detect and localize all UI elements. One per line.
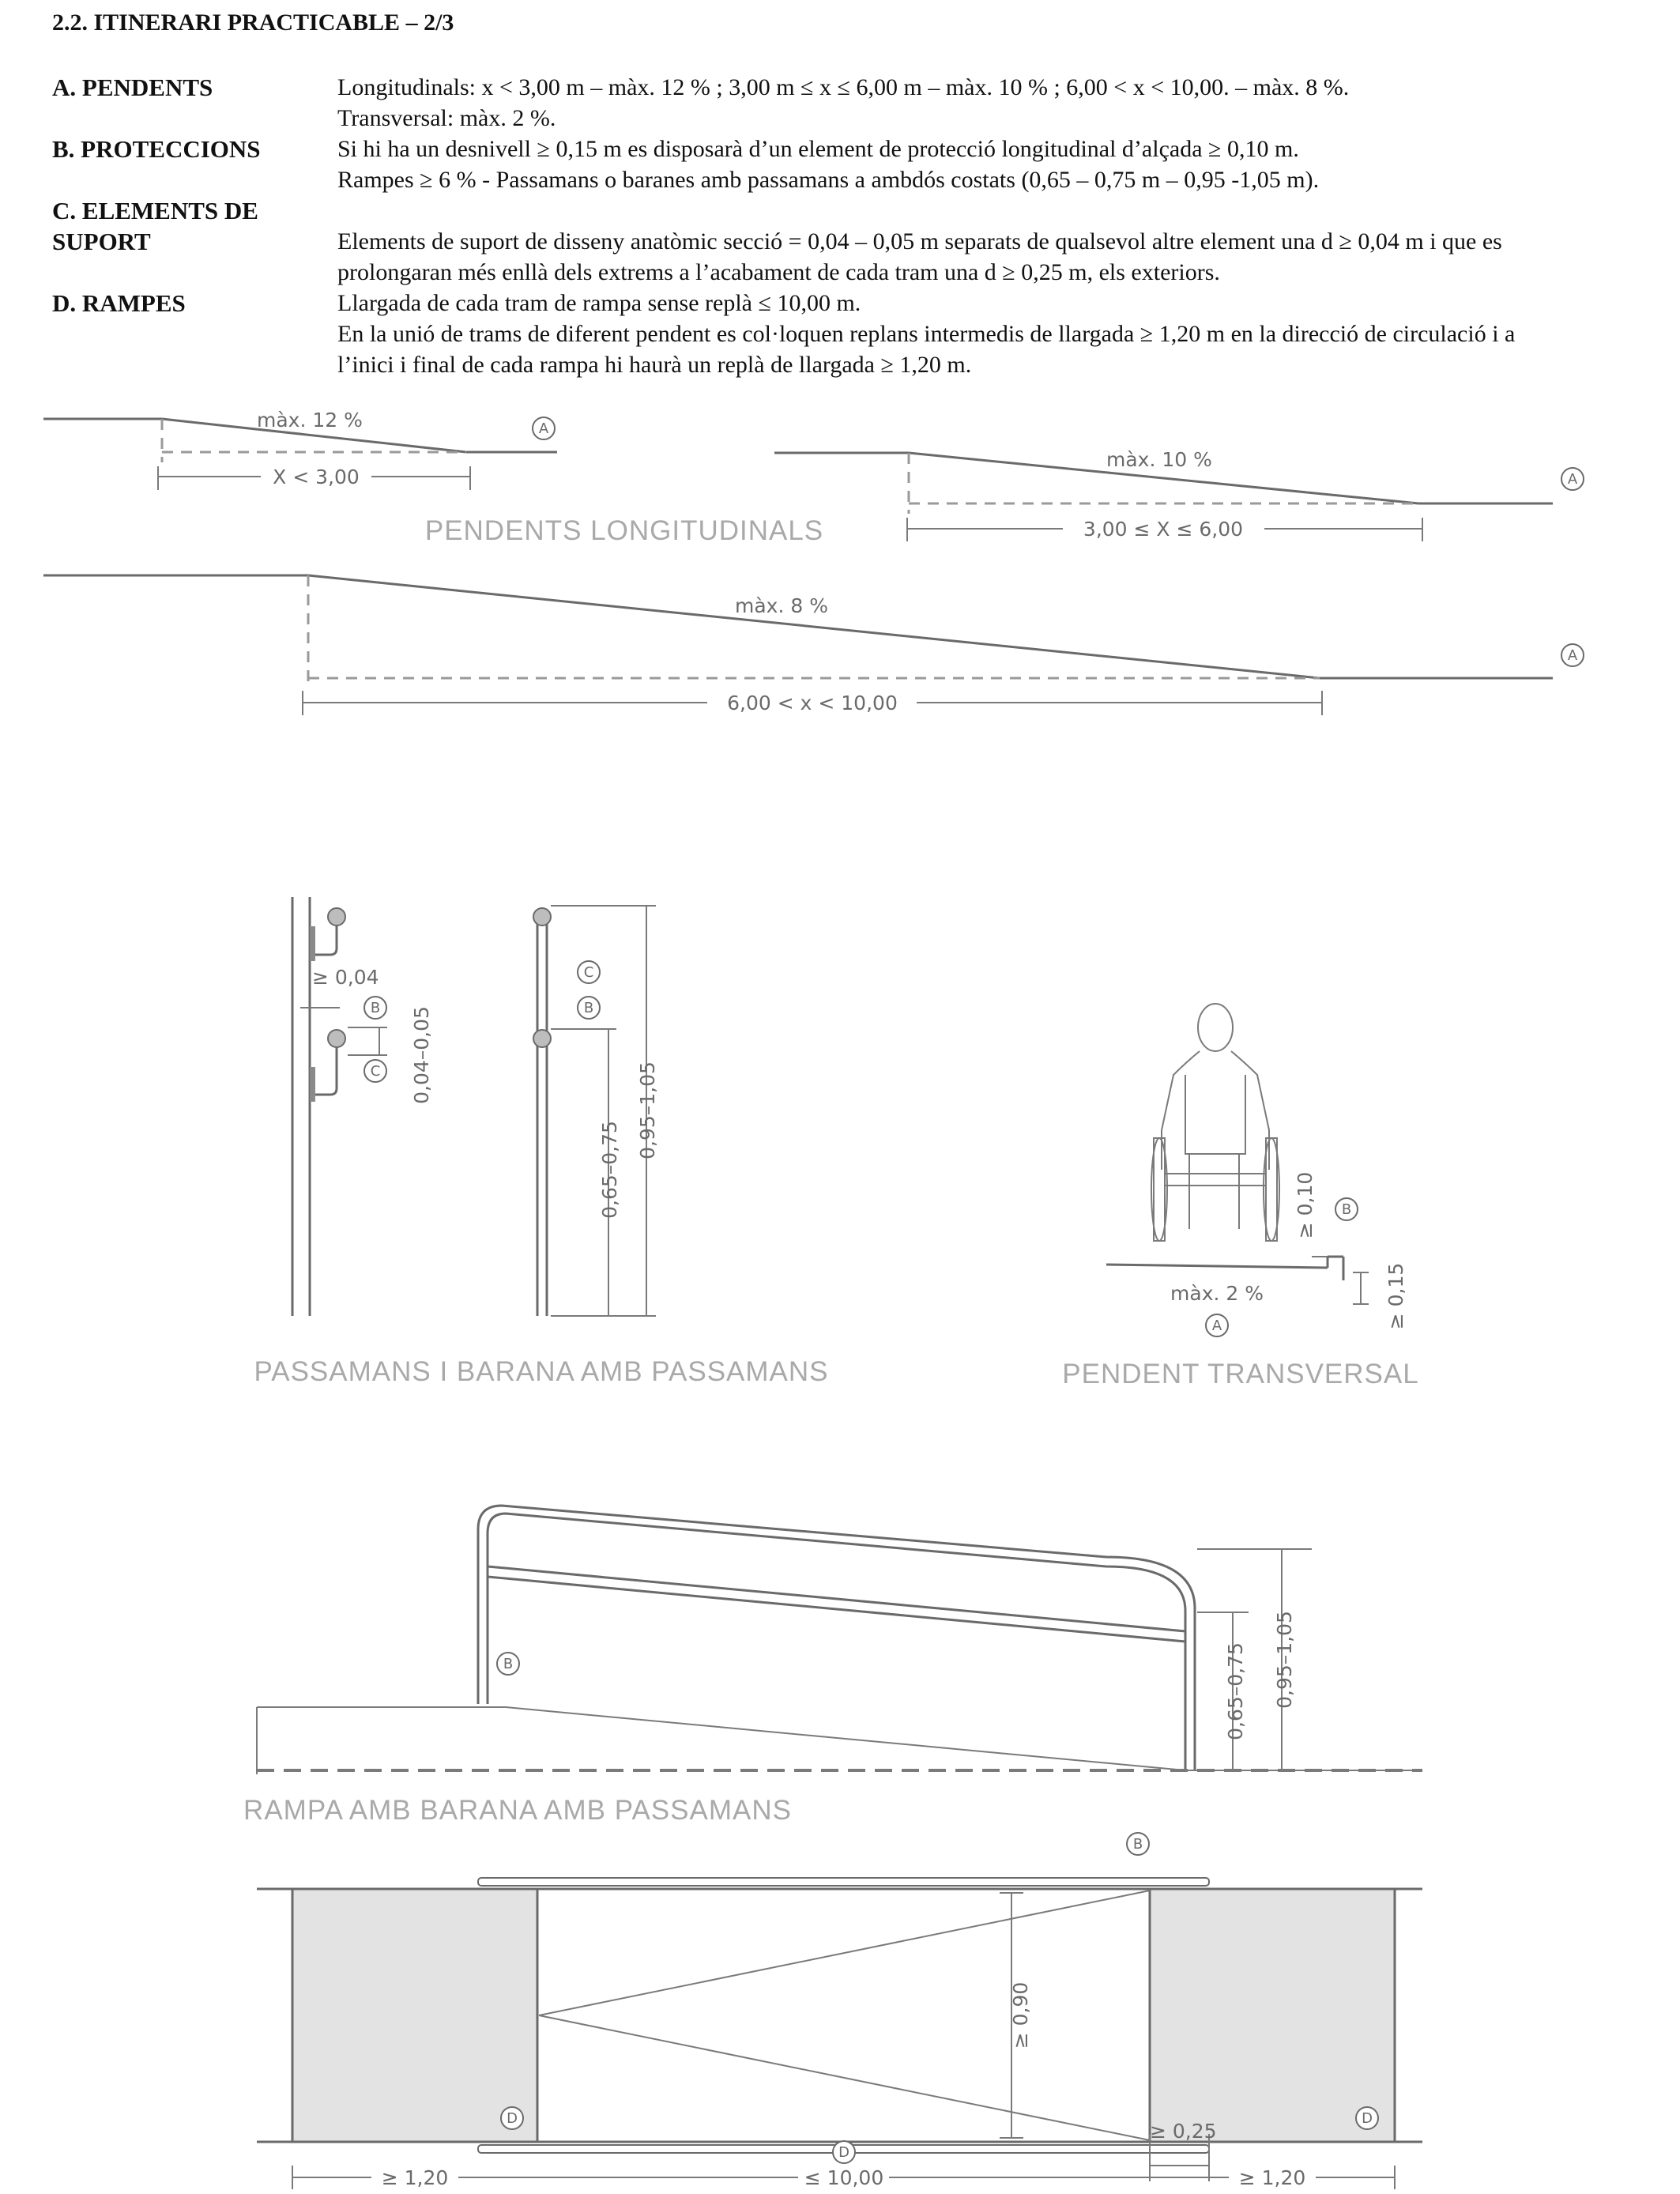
spec-line: l’inici i final de cada rampa hi haurà un replà de llargada ≥ 1,20 m. [337,352,972,378]
dimension-label: 0,95–1,05 [636,1061,659,1159]
caption-rampa: RAMPA AMB BARANA AMB PASSAMANS [243,1795,792,1826]
mark-b: B [1341,1201,1352,1218]
spec-label-rampes: D. RAMPES [52,289,186,317]
handrail-section [533,1030,551,1047]
mark-c: C [583,964,594,981]
dimension-label: 0,65–0,75 [598,1121,621,1219]
dimension-label: ≥ 1,20 [1238,2166,1306,2189]
spec-line: Elements de suport de disseny anatòmic secció = 0,04 – 0,05 m separats de qualsevol altre element una d ≥ 0,04 m i que es [337,228,1502,254]
mark-a: A [1567,647,1578,664]
mark-a: A [1567,471,1578,488]
page-title: 2.2. ITINERARI PRACTICABLE – 2/3 [52,9,454,36]
landing-right [1150,1889,1395,2142]
handrail-section [328,1030,345,1047]
handrails-drawing [254,897,828,1387]
wheelchair-user-icon [1151,1004,1279,1241]
mark-b: B [1132,1836,1143,1853]
ramp-with-railing-drawing [243,1506,1422,2189]
dimension-label: ≥ 0,25 [1150,2120,1217,2143]
mark-d: D [838,2144,849,2161]
spec-line: Llargada de cada tram de rampa sense replà ≤ 10,00 m. [337,290,861,316]
dimension-label: X < 3,00 [273,466,360,488]
dimension-label: ≥ 0,04 [312,966,379,989]
handrail-plan [478,1878,1209,1886]
mark-b: B [583,1000,594,1016]
spec-label-pendents: A. PENDENTS [52,74,213,101]
ramp-8-percent [43,575,1584,715]
slope-label: màx. 8 % [735,594,828,617]
longitudinal-slopes-drawing [43,409,1584,715]
caption-passamans: PASSAMANS I BARANA AMB PASSAMANS [254,1356,829,1387]
dimension-label: 6,00 < x < 10,00 [727,692,898,714]
mark-d: D [507,2110,518,2127]
spec-line: Si hi ha un desnivell ≥ 0,15 m es disposarà d’un element de protecció longitudinal d’alçada ≥ 0,10 m. [337,136,1299,162]
dimension-label: ≤ 10,00 [804,2166,884,2189]
handrail-section [328,908,345,925]
mark-c: C [370,1063,381,1080]
dimension-label: ≥ 0,10 [1294,1171,1317,1239]
transversal-slope-drawing [1062,1004,1418,1389]
mark-a: A [538,420,549,437]
bracket [310,1067,315,1102]
spec-line: Longitudinals: x < 3,00 m – màx. 12 % ; 3,00 m ≤ x ≤ 6,00 m – màx. 10 % ; 6,00 < x < 10,00. – màx. 8 %. [337,74,1350,100]
caption-pendent-transversal: PENDENT TRANSVERSAL [1062,1359,1419,1389]
slope-label: màx. 12 % [257,409,363,432]
handrail-section [533,908,551,925]
ramp-10-percent [774,448,1584,541]
spec-label-elements-de-suport: SUPORT [52,228,151,255]
mark-b: B [503,1656,514,1672]
slope-label: màx. 2 % [1170,1282,1264,1305]
spec-line: prolongaran més enllà dels extrems a l’acabament de cada tram una d ≥ 0,25 m, els exteriors. [337,259,1220,285]
mark-a: A [1211,1318,1222,1334]
spec-label-proteccions: B. PROTECCIONS [52,135,261,163]
dimension-label: ≥ 0,15 [1384,1262,1407,1330]
dimension-label: 3,00 ≤ X ≤ 6,00 [1083,518,1244,541]
spec-line: En la unió de trams de diferent pendent es col·loquen replans intermedis de llargada ≥ 1,20 m en la direcció de circulació i a [337,321,1516,347]
slope-label: màx. 10 % [1106,448,1212,471]
mark-b: B [370,1000,381,1016]
spec-line: Rampes ≥ 6 % - Passamans o baranes amb passamans a ambdós costats (0,65 – 0,75 m – 0,95 -1,05 m). [337,167,1320,193]
dimension-label: 0,04–0,05 [410,1006,433,1104]
ramp-12-percent [43,409,557,490]
dimension-label: 0,65–0,75 [1224,1642,1247,1740]
dimension-label: ≥ 0,90 [1009,1981,1032,2049]
dimension-label: 0,95–1,05 [1273,1611,1296,1709]
caption-pendents-longitudinals: PENDENTS LONGITUDINALS [424,515,824,546]
spec-label-elements-de-suport: C. ELEMENTS DE [52,197,258,224]
bracket [310,926,315,961]
dimension-label: ≥ 1,20 [381,2166,449,2189]
spec-line: Transversal: màx. 2 %. [337,105,556,131]
mark-d: D [1362,2110,1373,2127]
landing-left [292,1889,537,2142]
